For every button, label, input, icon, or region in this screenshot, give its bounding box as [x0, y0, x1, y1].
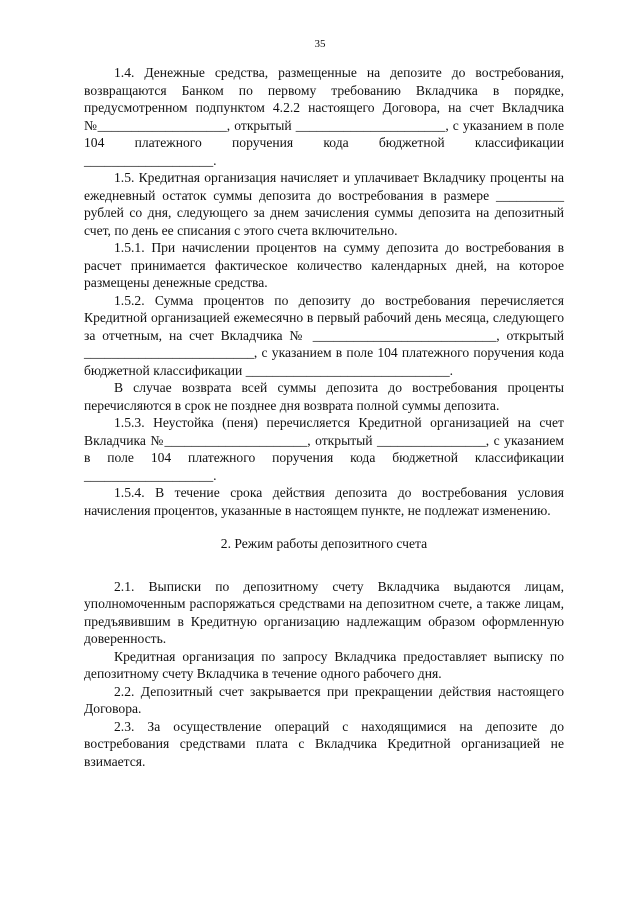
paragraph-1-5: 1.5. Кредитная организация начисляет и уплачивает Вкладчику проценты на ежедневный остаток суммы депозита до востребования в размере __________ рублей со дня, следующего за днем зачисления суммы депозита на депозитный счет, по день ее списания с этого счета включительно.: [84, 170, 564, 238]
document-body: [84, 64, 564, 770]
paragraph-2-3: 2.3. За осуществление операций с находящимися на депозите до востребования средствами плата с Вкладчика Кредитной организацией не взимается.: [84, 718, 564, 769]
paragraph-1-5-1: 1.5.1. При начислении процентов на сумму депозита до востребования в расчет принимается фактическое количество календарных дней, на которое размещены денежные средства.: [84, 240, 564, 290]
paragraph-1-5-3: 1.5.3. Неустойка (пеня) перечисляется Кредитной организацией на счет Вкладчика №_____________________, открытый ________________, с указанием в поле 104 платежного поручения кода бюджетной классификации ___________________.: [84, 415, 564, 483]
paragraph-2-2: 2.2. Депозитный счет закрывается при прекращении действия настоящего Договора.: [84, 683, 564, 716]
paragraph-statement: Кредитная организация по запросу Вкладчика предоставляет выписку по депозитному счету Вкладчика в течение одного рабочего дня.: [84, 648, 564, 681]
paragraph-refund-interest: В случае возврата всей суммы депозита до востребования проценты перечисляются в срок не позднее дня возврата полной суммы депозита.: [84, 380, 564, 413]
paragraph-1-5-4: 1.5.4. В течение срока действия депозита до востребования условия начисления процентов, указанные в настоящем пункте, не подлежат изменению.: [84, 485, 564, 518]
spacer: [84, 553, 564, 578]
page-number: 35: [314, 38, 326, 50]
paragraph-1-5-2: 1.5.2. Сумма процентов по депозиту до востребования перечисляется Кредитной организацией ежемесячно в первый рабочий день месяца, следующего за отчетным, на счет Вкладчика № ___________________________, открытый _________________________, с указанием в поле 104 платежного поручения кода бюджетной классификации ______________________________.: [84, 292, 564, 378]
section-heading: 2. Режим работы депозитного счета: [220, 536, 428, 551]
paragraph-2-1: 2.1. Выписки по депозитному счету Вкладчика выдаются лицам, уполномоченным распоряжаться средствами на депозитном счете, а также лицам, предъявившим в Кредитную организацию надлежащим образом оформленную доверенность.: [84, 578, 564, 646]
paragraph-1-4: 1.4. Денежные средства, размещенные на депозите до востребования, возвращаются Банком по первому требованию Вкладчика в порядке, предусмотренном подпунктом 4.2.2 настоящего Договора, на счет Вкладчика №___________________, открытый ______________________, с указанием в поле 104 платежного поручения кода бюджетной классификации ___________________.: [84, 65, 564, 168]
spacer: [84, 519, 564, 535]
